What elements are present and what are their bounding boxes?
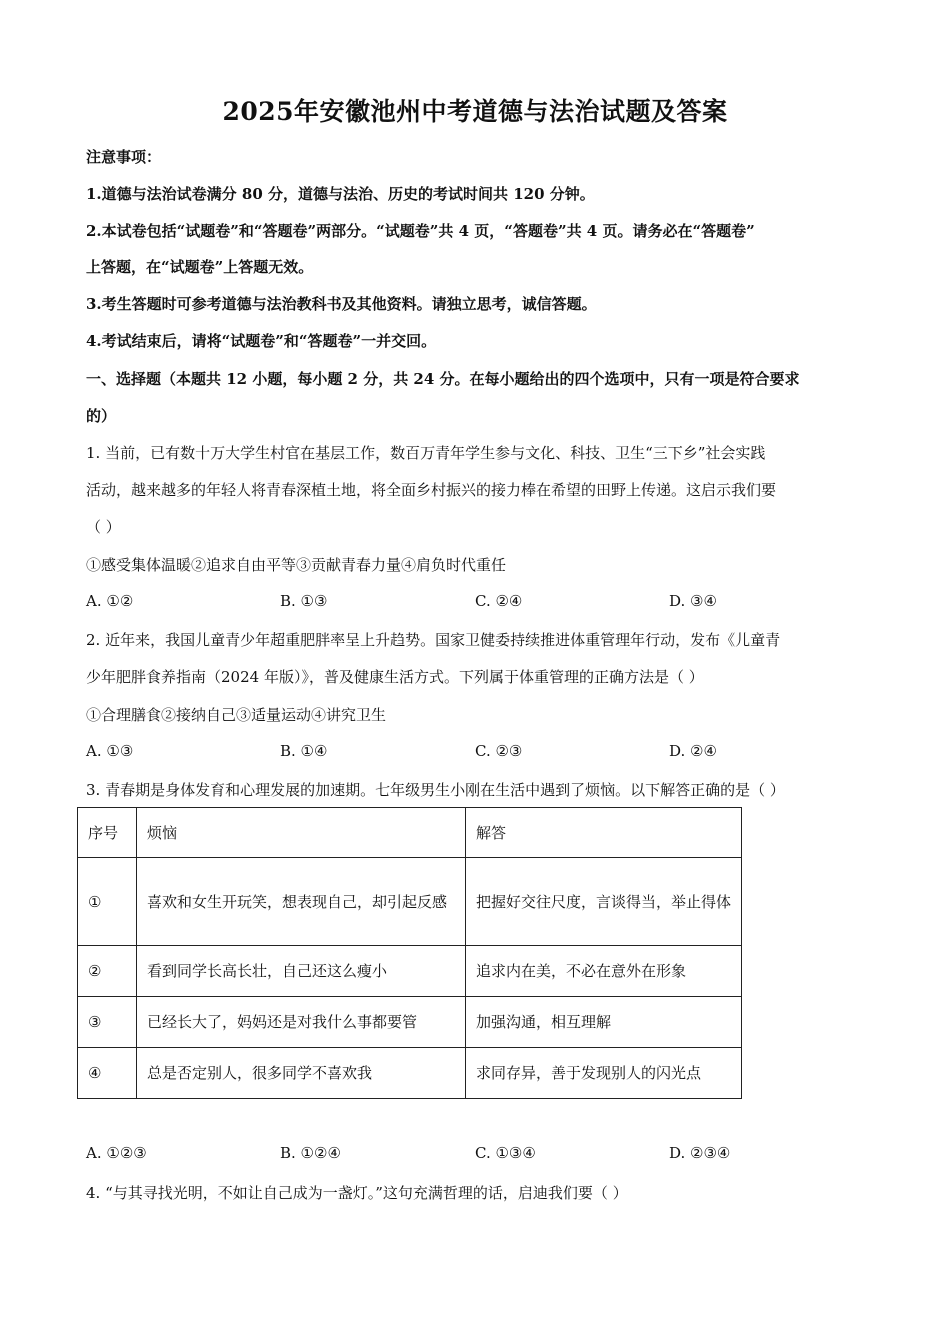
table-row: [78, 858, 742, 946]
question-2-statements: ①合理膳食②接纳自己③适量运动④讲究卫生: [86, 706, 387, 724]
table-cell: 求同存异，善于发现别人的闪光点: [466, 1048, 742, 1099]
table-row: [78, 946, 742, 997]
section-heading: 一、选择题（本题共 12 小题，每小题 2 分，共 24 分。在每小题给出的四个选项中，只有一项是符合要求: [86, 370, 800, 388]
table-cell: 喜欢和女生开玩笑，想表现自己，却引起反感: [137, 858, 466, 946]
table-header-cell: 烦恼: [137, 808, 466, 858]
table-cell: 已经长大了，妈妈还是对我什么事都要管: [137, 997, 466, 1048]
notice-item: 4.考试结束后，请将“试题卷”和“答题卷”一并交回。: [86, 332, 437, 350]
question-4-stem: 4. “与其寻找光明，不如让自己成为一盏灯。”这句充满哲理的话，启迪我们要（ ）: [86, 1184, 628, 1202]
section-heading: 的）: [86, 407, 117, 425]
table-cell: 追求内在美，不必在意外在形象: [466, 946, 742, 997]
option-a: A. ①③: [86, 742, 134, 760]
table-cell: ②: [78, 946, 137, 997]
question-1-options: [86, 592, 786, 614]
notice-item: 3.考生答题时可参考道德与法治教科书及其他资料。请独立思考，诚信答题。: [86, 295, 597, 313]
option-b: B. ①③: [280, 592, 328, 610]
notice-item: 2.本试卷包括“试题卷”和“答题卷”两部分。“试题卷”共 4 页，“答题卷”共 4 页。请务必在“答题卷”: [86, 222, 755, 240]
option-b: B. ①②④: [280, 1144, 341, 1162]
option-d: D. ②③④: [669, 1144, 731, 1162]
table-row: [78, 997, 742, 1048]
page-title: 2025年安徽池州中考道德与法治试题及答案: [222, 97, 728, 126]
option-c: C. ②③: [475, 742, 523, 760]
table-cell: 总是否定别人，很多同学不喜欢我: [137, 1048, 466, 1099]
question-2-options: [86, 742, 786, 764]
table-row: [78, 1048, 742, 1099]
question-1-stem: 1. 当前，已有数十万大学生村官在基层工作，数百万青年学生参与文化、科技、卫生“三下乡”社会实践: [86, 444, 766, 462]
option-a: A. ①②: [86, 592, 134, 610]
option-d: D. ③④: [669, 592, 717, 610]
option-c: C. ②④: [475, 592, 523, 610]
table-cell: ④: [78, 1048, 137, 1099]
table-cell: ③: [78, 997, 137, 1048]
table-cell: 加强沟通，相互理解: [466, 997, 742, 1048]
notice-heading: 注意事项：: [86, 148, 162, 166]
table-header-row: [78, 808, 742, 858]
table-cell: ①: [78, 858, 137, 946]
option-c: C. ①③④: [475, 1144, 536, 1162]
question-3-stem: 3. 青春期是身体发育和心理发展的加速期。七年级男生小刚在生活中遇到了烦恼。以下解答正确的是（ ）: [86, 781, 785, 799]
option-a: A. ①②③: [86, 1144, 147, 1162]
question-2-stem: 2. 近年来，我国儿童青少年超重肥胖率呈上升趋势。国家卫健委持续推进体重管理年行动，发布《儿童青: [86, 631, 781, 649]
notice-item: 上答题，在“试题卷”上答题无效。: [86, 258, 314, 276]
option-d: D. ②④: [669, 742, 717, 760]
table-cell: 把握好交往尺度，言谈得当，举止得体: [466, 858, 742, 946]
table-header-cell: 序号: [78, 808, 137, 858]
question-1-stem: 活动，越来越多的年轻人将青春深植土地，将全面乡村振兴的接力棒在希望的田野上传递。这启示我们要: [86, 481, 777, 499]
table-header-cell: 解答: [466, 808, 742, 858]
table-cell: 看到同学长高长壮，自己还这么瘦小: [137, 946, 466, 997]
question-2-stem: 少年肥胖食养指南（2024 年版）》，普及健康生活方式。下列属于体重管理的正确方法是（ ）: [86, 668, 704, 686]
notice-item: 1.道德与法治试卷满分 80 分，道德与法治、历史的考试时间共 120 分钟。: [86, 185, 595, 203]
question-1-stem: （ ）: [86, 518, 121, 536]
question-3-options: [86, 1144, 786, 1166]
question-3-table: [77, 807, 742, 1099]
question-1-statements: ①感受集体温暖②追求自由平等③贡献青春力量④肩负时代重任: [86, 556, 507, 574]
option-b: B. ①④: [280, 742, 328, 760]
